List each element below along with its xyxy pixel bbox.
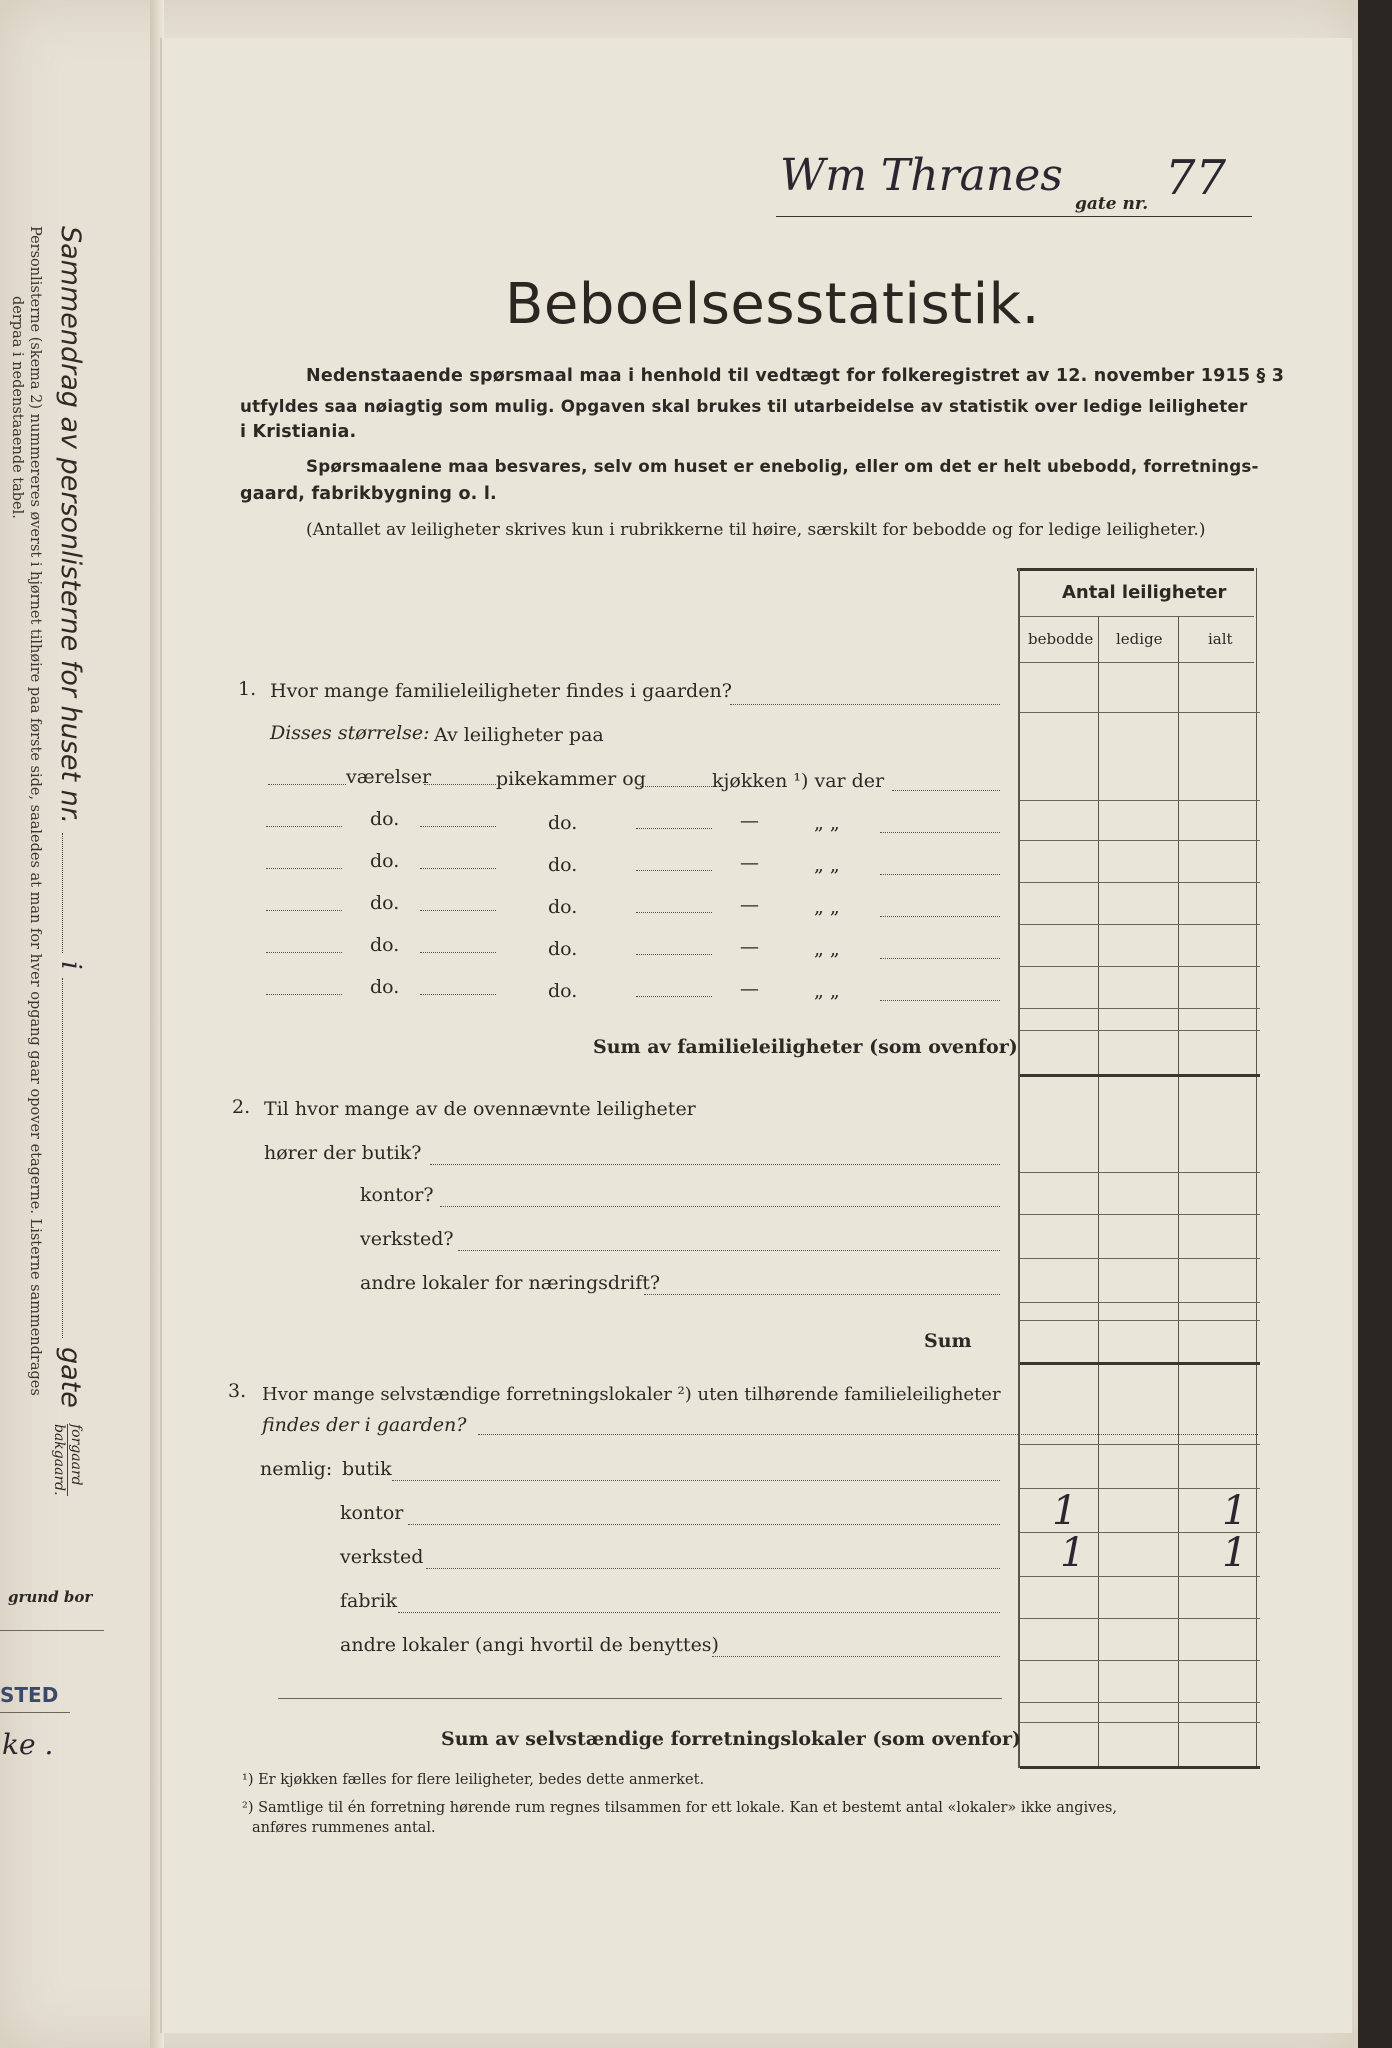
q1-do-blank-a-2 [266, 868, 342, 869]
q1-r1-a: værelser [346, 766, 432, 788]
q1-dash-1: — [740, 810, 759, 832]
q3-kontor-bebodde-entry: 1 [1052, 1488, 1078, 1534]
gate-nr-label: gate nr. [1075, 194, 1149, 214]
table-row-rule-23 [1020, 1722, 1260, 1723]
q1-do-b-3: do. [548, 896, 578, 918]
q1-dots [730, 704, 1000, 705]
q3-kontor-ialt-entry: 1 [1222, 1488, 1248, 1534]
q1-do-blank-c-1 [636, 828, 712, 829]
q2-sum: Sum [924, 1330, 972, 1352]
table-row-rule-13 [1020, 1302, 1260, 1303]
table-row-rule-20 [1020, 1618, 1260, 1619]
q1-do-blank-c-5 [636, 996, 712, 997]
sidebar-sted-stamp: STED [0, 1683, 59, 1707]
sidebar-small-text [8, 226, 44, 1396]
q1-do-blank-b-3 [420, 910, 496, 911]
q1-do-a-2: do. [370, 850, 400, 872]
q2-kontor: kontor? [360, 1184, 434, 1206]
table-row-rule-16 [1020, 1444, 1260, 1445]
q3-text-l1: Hvor mange selvstændige forretningslokaler ²) uten tilhørende familieleiligheter [262, 1384, 1001, 1405]
q2-andre: andre lokaler for næringsdrift? [360, 1272, 661, 1294]
q1-do-b-1: do. [548, 812, 578, 834]
page-title: Beboelsesstatistik. [505, 272, 1040, 337]
table-row-rule-10 [1020, 1172, 1260, 1173]
sidebar-small-line1: Personlisterne (skema 2) nummereres øverst i hjørnet tilhøire paa første side, saaledes at man for hver opgang gaar opover etagerne. Listerne sammendrages [27, 226, 43, 1396]
q2-horer: hører der butik? [264, 1142, 422, 1164]
q1-do-a-5: do. [370, 976, 400, 998]
table-row-rule-5 [1020, 924, 1260, 925]
intro-p1-l2: utfyldes saa nøiagtig som mulig. Opgaven skal brukes til utarbeidelse av statistik over ledige leiligheter [240, 396, 1248, 416]
sidebar-title [55, 226, 86, 1408]
q1-r1-blank-c [640, 786, 712, 787]
table-header-rule [1020, 616, 1254, 617]
table-row-rule-12 [1020, 1258, 1260, 1259]
q3-kontor-dots [408, 1524, 1000, 1525]
footnote-2-l1: ²) Samtlige til én forretning hørende rum regnes tilsammen for ett lokale. Kan et bestemt antal «lokaler» ikke angives, [242, 1800, 1117, 1816]
table-row-rule-18 [1020, 1532, 1260, 1533]
q2-text: Til hvor mange av de ovennævnte leiligheter [264, 1098, 696, 1120]
q3-blank-line [278, 1698, 1002, 1699]
q1-do-a-4: do. [370, 934, 400, 956]
q2-andre-dots [644, 1294, 1000, 1295]
sidebar-main-text: Sammendrag av personlisterne for huset nr. [55, 226, 86, 824]
q1-ditto-2: „ „ [814, 854, 840, 876]
q2-verksted-dots [458, 1250, 1000, 1251]
q1-do-blank-b-5 [420, 994, 496, 995]
q1-do-blank-b-4 [420, 952, 496, 953]
q2-horer-dots [430, 1164, 1000, 1165]
sidebar-rule-1 [0, 1630, 104, 1631]
table-row-rule-8 [1020, 1030, 1260, 1031]
intro-p2-l2: gaard, fabrikbygning o. l. [240, 484, 497, 504]
q2-number: 2. [232, 1096, 251, 1118]
intro-p3: (Antallet av leiligheter skrives kun i rubrikkerne til høire, særskilt for bebodde og for ledige leiligheter.) [306, 520, 1206, 540]
q1-ditto-1: „ „ [814, 812, 840, 834]
q1-number: 1. [238, 678, 257, 700]
q2-kontor-dots [440, 1206, 1000, 1207]
table-header: Antal leiligheter [1062, 582, 1227, 603]
sidebar-gate: gate [55, 1346, 86, 1408]
q2-verksted: verksted? [360, 1228, 454, 1250]
sidebar-rule-2 [0, 1712, 70, 1713]
q1-do-blank-c-2 [636, 870, 712, 871]
house-number-handwritten: 77 [1165, 150, 1227, 206]
q3-verksted: verksted [340, 1546, 424, 1568]
q3-butik-dots [392, 1480, 1000, 1481]
q3-text-dots [478, 1434, 1258, 1435]
q1-do-a-3: do. [370, 892, 400, 914]
table-row-rule-21 [1020, 1660, 1260, 1661]
intro-p2-l1: Spørsmaalene maa besvares, selv om huset er enebolig, eller om det er helt ubebodd, forretnings- [306, 456, 1259, 476]
q1-ditto-4: „ „ [814, 938, 840, 960]
q1-do-blank-c-4 [636, 954, 712, 955]
table-row-rule-7 [1020, 1008, 1260, 1009]
q1-do-blank-a-1 [266, 826, 342, 827]
table-row-rule-2 [1020, 800, 1260, 801]
table-vline-3 [1256, 568, 1257, 1768]
table-row-rule-3 [1020, 840, 1260, 841]
footnote-1: ¹) Er kjøkken fælles for flere leiligheter, bedes dette anmerket. [242, 1772, 705, 1788]
q1-do-dots-5 [880, 1000, 1000, 1001]
q1-sizes-label: Disses størrelse: [270, 722, 430, 744]
table-row-rule-15 [1020, 1362, 1260, 1365]
q1-dash-3: — [740, 894, 759, 916]
table-row-rule-11 [1020, 1214, 1260, 1215]
table-row-rule-14 [1020, 1320, 1260, 1321]
table-col-rule [1020, 662, 1254, 663]
sidebar-grund-bor: grund bor [8, 1588, 93, 1606]
q1-dash-5: — [740, 978, 759, 1000]
table-row-rule-1 [1020, 712, 1260, 713]
q3-andre-dots [712, 1656, 1000, 1657]
table-vline-1 [1098, 616, 1099, 1766]
q1-ditto-5: „ „ [814, 980, 840, 1002]
table-row-rule-4 [1020, 882, 1260, 883]
table-row-rule-22 [1020, 1702, 1260, 1703]
q1-do-blank-b-2 [420, 868, 496, 869]
q1-do-blank-c-3 [636, 912, 712, 913]
q3-kontor: kontor [340, 1502, 404, 1524]
q1-text: Hvor mange familieleiligheter findes i gaarden? [270, 680, 732, 702]
q1-ditto-3: „ „ [814, 896, 840, 918]
q1-do-blank-a-5 [266, 994, 342, 995]
q1-dash-4: — [740, 936, 759, 958]
q1-do-blank-a-3 [266, 910, 342, 911]
q1-sum: Sum av familieleiligheter (som ovenfor) [593, 1036, 1018, 1058]
table-row-rule-17 [1020, 1488, 1260, 1489]
intro-p1-l3: i Kristiania. [240, 422, 357, 442]
footnote-2-l2: anføres rummenes antal. [252, 1820, 436, 1836]
q1-do-blank-b-1 [420, 826, 496, 827]
street-name-handwritten: Wm Thranes [780, 150, 1063, 201]
sidebar-small-line2: derpaa i nedenstaaende tabel. [9, 296, 25, 519]
sidebar-bakgaard-label: bakgaard. [51, 1424, 67, 1496]
q3-fabrik-dots [398, 1612, 1000, 1613]
table-row-rule-6 [1020, 966, 1260, 967]
q1-do-dots-4 [880, 958, 1000, 959]
q1-sizes-rest: Av leiligheter paa [434, 724, 604, 746]
q1-r1-b: pikekammer og [496, 768, 646, 790]
q1-do-dots-3 [880, 916, 1000, 917]
q3-verksted-ialt-entry: 1 [1222, 1530, 1248, 1576]
q3-sum: Sum av selvstændige forretningslokaler (som ovenfor) [441, 1728, 1021, 1750]
q1-r1-dots [892, 790, 1000, 791]
q1-do-dots-2 [880, 874, 1000, 875]
table-top-rule [1017, 568, 1254, 571]
q1-do-blank-a-4 [266, 952, 342, 953]
q3-verksted-bebodde-entry: 1 [1060, 1530, 1086, 1576]
q1-do-a-1: do. [370, 808, 400, 830]
col-ledige: ledige [1116, 630, 1163, 648]
q1-do-b-4: do. [548, 938, 578, 960]
q1-dash-2: — [740, 852, 759, 874]
q1-r1-blank-b [424, 784, 496, 785]
sidebar-forgaard [51, 1424, 84, 1496]
q3-number: 3. [228, 1380, 247, 1402]
q3-nemlig: nemlig: [260, 1458, 333, 1480]
q1-do-b-2: do. [548, 854, 578, 876]
q3-fabrik: fabrik [340, 1590, 398, 1612]
q3-andre: andre lokaler (angi hvortil de benyttes) [340, 1634, 719, 1656]
table-row-rule-19 [1020, 1576, 1260, 1577]
sidebar-scrawl: ke . [2, 1728, 54, 1761]
q1-r1-blank-a [268, 784, 346, 785]
q3-text-l2: findes der i gaarden? [262, 1414, 467, 1436]
q3-verksted-dots [426, 1568, 1000, 1569]
q1-do-dots-1 [880, 832, 1000, 833]
table-vline-2 [1178, 616, 1179, 1766]
sidebar-forgaard-label: forgaard [67, 1424, 84, 1496]
header-underline [776, 216, 1252, 217]
table-row-rule-9 [1020, 1074, 1260, 1077]
q3-butik: butik [342, 1458, 392, 1480]
col-bebodde: bebodde [1028, 630, 1094, 648]
intro-p1-l1: Nedenstaaende spørsmaal maa i henhold til vedtægt for folkeregistret av 12. november 1915 § 3 [306, 366, 1285, 386]
q1-do-b-5: do. [548, 980, 578, 1002]
sidebar-handwritten-mark: i [55, 961, 86, 970]
col-ialt: ialt [1208, 630, 1233, 648]
table-vline-0 [1018, 568, 1020, 1768]
table-row-rule-24 [1020, 1766, 1260, 1769]
q1-r1-c: kjøkken ¹) var der [712, 770, 885, 792]
